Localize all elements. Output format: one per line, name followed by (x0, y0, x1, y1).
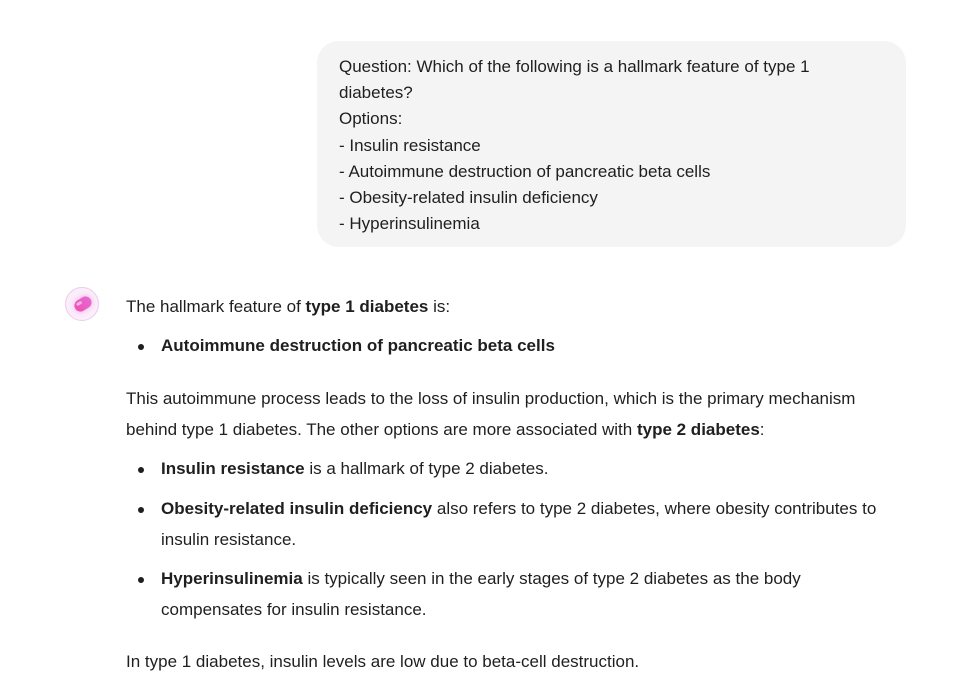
user-message-line: Question: Which of the following is a hallmark feature of type 1 (339, 57, 810, 76)
list-item-text: is a hallmark of type 2 diabetes. (304, 459, 549, 478)
user-message-line: - Hyperinsulinemia (339, 214, 480, 234)
explanation-bold: type 2 diabetes (636, 420, 760, 439)
list-item-text: also refers to type 2 diabetes, where obesity contributes to (432, 499, 877, 518)
list-item-bold: Insulin resistance (161, 459, 305, 478)
intro-text: The hallmark feature of (126, 297, 306, 316)
list-item (161, 567, 801, 591)
intro-text-end: is: (428, 297, 451, 316)
bullet-dot (138, 577, 144, 583)
list-item-text: is typically seen in the early stages of type 2 diabetes as the body (302, 569, 801, 588)
pill-icon (72, 294, 94, 314)
explanation-text: behind type 1 diabetes. The other options are more associated with (126, 420, 637, 439)
assistant-avatar (65, 287, 99, 321)
explanation-line-2 (126, 418, 765, 442)
user-message-line: - Insulin resistance (339, 135, 481, 155)
answer-bullet (161, 334, 555, 358)
intro-bold: type 1 diabetes (305, 297, 429, 316)
user-message-line: - Obesity-related insulin deficiency (339, 188, 598, 208)
user-message-bubble (317, 41, 906, 247)
list-item-continuation: compensates for insulin resistance. (161, 600, 427, 619)
answer-bullet-text: Autoimmune destruction of pancreatic beta cells (161, 336, 555, 355)
bullet-dot (138, 344, 144, 350)
user-message-line: Options: (339, 109, 403, 129)
bullet-dot (138, 507, 144, 513)
list-item (161, 497, 876, 521)
user-message-line: diabetes? (339, 83, 413, 103)
bullet-dot (138, 467, 144, 473)
intro-line (126, 295, 450, 319)
conclusion-line: In type 1 diabetes, insulin levels are low due to beta-cell destruction. (126, 652, 640, 671)
explanation-text-end: : (759, 420, 765, 439)
list-item-bold: Hyperinsulinemia (161, 569, 303, 588)
explanation-line-1: This autoimmune process leads to the loss of insulin production, which is the primary mechanism (126, 389, 856, 408)
list-item (161, 457, 548, 481)
list-item-continuation: insulin resistance. (161, 530, 297, 549)
list-item-bold: Obesity-related insulin deficiency (161, 499, 433, 518)
user-message-line: - Autoimmune destruction of pancreatic beta cells (339, 161, 711, 181)
